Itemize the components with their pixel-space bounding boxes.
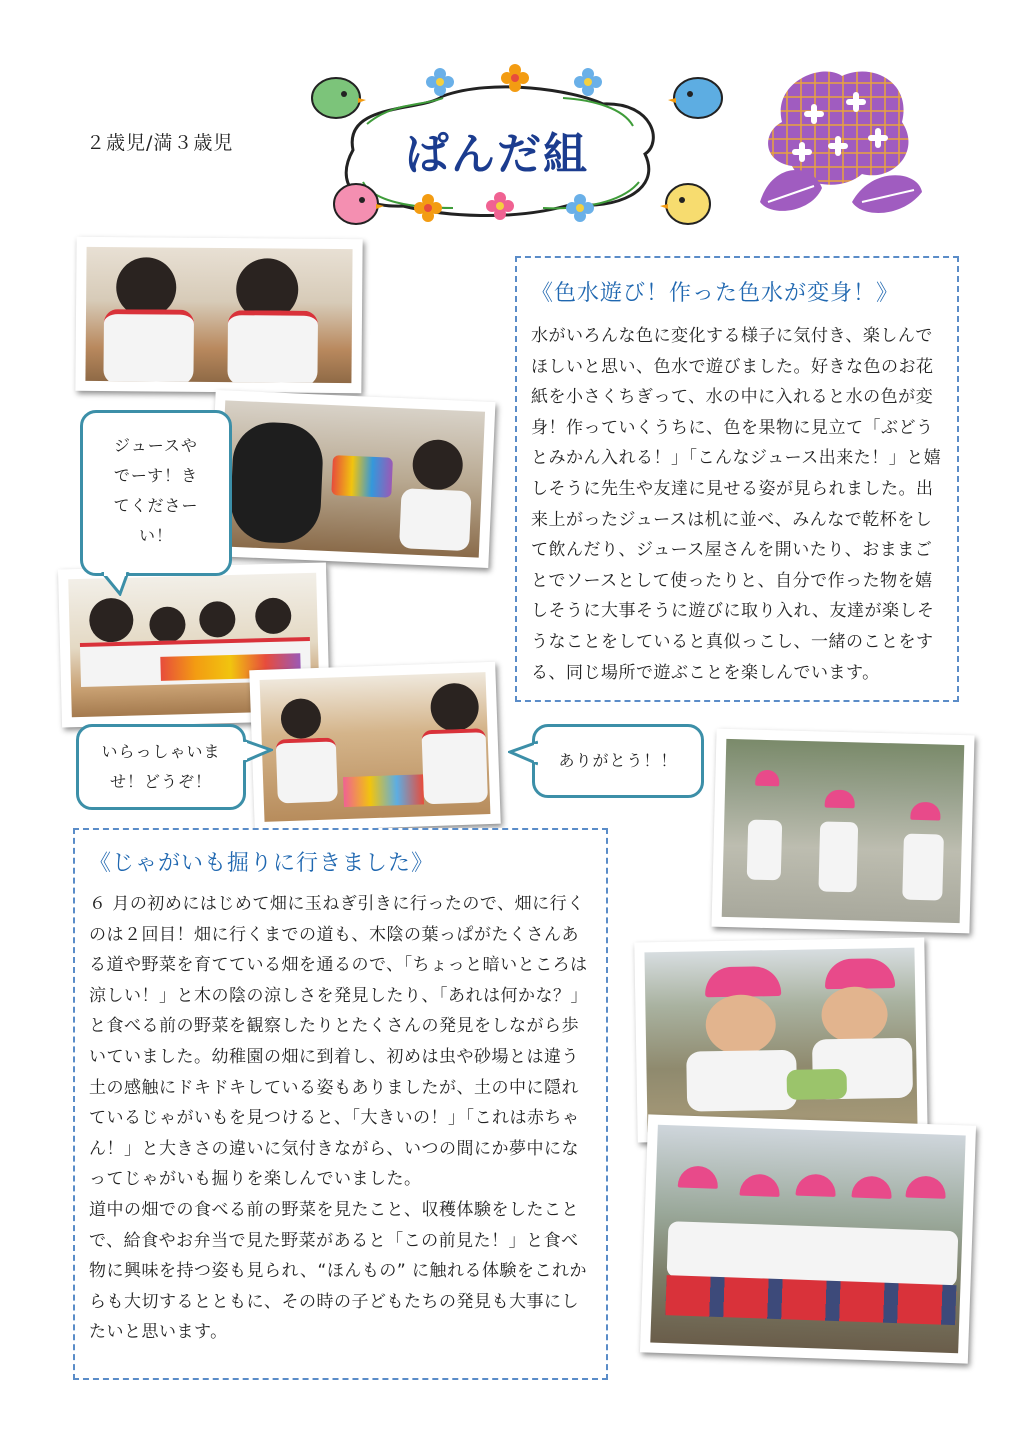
bird-icon [668, 70, 728, 122]
section-heading: 《じゃがいも掘りに行きました》 [89, 851, 435, 876]
section-body: ６ 月の初めにはじめて畑に玉ねぎ引きに行ったので、畑に行くのは２回目！畑に行くまでの道も、木陰の葉っぱがたくさんある道や野菜を育てている畑を通るので、「ちょっと暗いところは涼しい！」と木の陰の涼しさを発見したり、「あれは何かな？」と食べる前の野菜を観察したりとたくさんの発見をしながら歩いていました。幼稚園の畑に到着し、初めは虫や砂場とは違う土の感触にドキドキしている姿もありましたが、土の中に隠れているじゃがいもを見つけると、「大きいの！」「これは赤ちゃん！」と大きさの違いに気付きながら、いつの間にか夢中になってじゃがいも掘りを楽しんでいました。 [89, 894, 588, 1190]
photo-digging [634, 937, 927, 1142]
class-title: ぱんだ組 [405, 129, 589, 180]
speech-bubble-thanks [532, 724, 704, 798]
bubble-text: いらっしゃいませ！どうぞ！ [101, 742, 221, 791]
age-label: ２歳児/満３歳児 [86, 132, 234, 154]
flower-icon [400, 190, 640, 226]
section-potato-digging [73, 828, 608, 1380]
bubble-tail [100, 572, 140, 596]
bubble-tail [508, 738, 538, 768]
bubble-text: ありがとう！！ [558, 751, 678, 770]
bird-icon [306, 70, 366, 122]
bird-icon [660, 178, 716, 228]
photo-walk [711, 729, 974, 934]
photo-group-harvest [640, 1114, 976, 1363]
photo-juice-trade [249, 662, 501, 832]
bubble-text: ジュースやでーす！きてくださーい！ [113, 436, 199, 545]
section-body-closing: 道中の畑での食べる前の野菜を見たこと、収穫体験をしたことで、給食やお弁当で見た野菜があると「この前見た！」と食べ物に興味を持つ姿も見られ、“ほんもの” に触れる体験をこれからも大切するとともに、その時の子どもたちの発見も大事にしたいと思います。 [89, 1199, 588, 1343]
photo-color-water-1 [75, 237, 362, 393]
section-heading: 《色水遊び！作った色水が変身！》 [531, 281, 900, 306]
speech-bubble-welcome [76, 724, 246, 810]
flower-icon [420, 62, 620, 102]
speech-bubble-juice [80, 410, 232, 576]
bubble-tail [243, 736, 273, 766]
hydrangea-icon [752, 62, 924, 222]
bird-icon [328, 178, 384, 228]
section-body: 水がいろんな色に変化する様子に気付き、楽しんでほしいと思い、色水で遊びました。好きな色のお花紙を小さくちぎって、水の中に入れると水の色が変身！作っていくうちに、色を果物に見立て「ぶどうとみかん入れる！」「こんなジュース出来た！」と嬉しそうに先生や友達に見せる姿が見られました。出来上がったジュースは机に並べ、みんなで乾杯をして飲んだり、ジュース屋さんを開いたり、おままごとでソースとして使ったりと、自分で作った物を嬉しそうに大事そうに遊びに取り入れ、友達が楽しそうなことをしていると真似っこし、一緒のことをする、同じ場所で遊ぶことを楽しんでいます。 [531, 326, 942, 683]
section-color-water [515, 256, 959, 702]
photo-color-water-2 [209, 390, 496, 568]
